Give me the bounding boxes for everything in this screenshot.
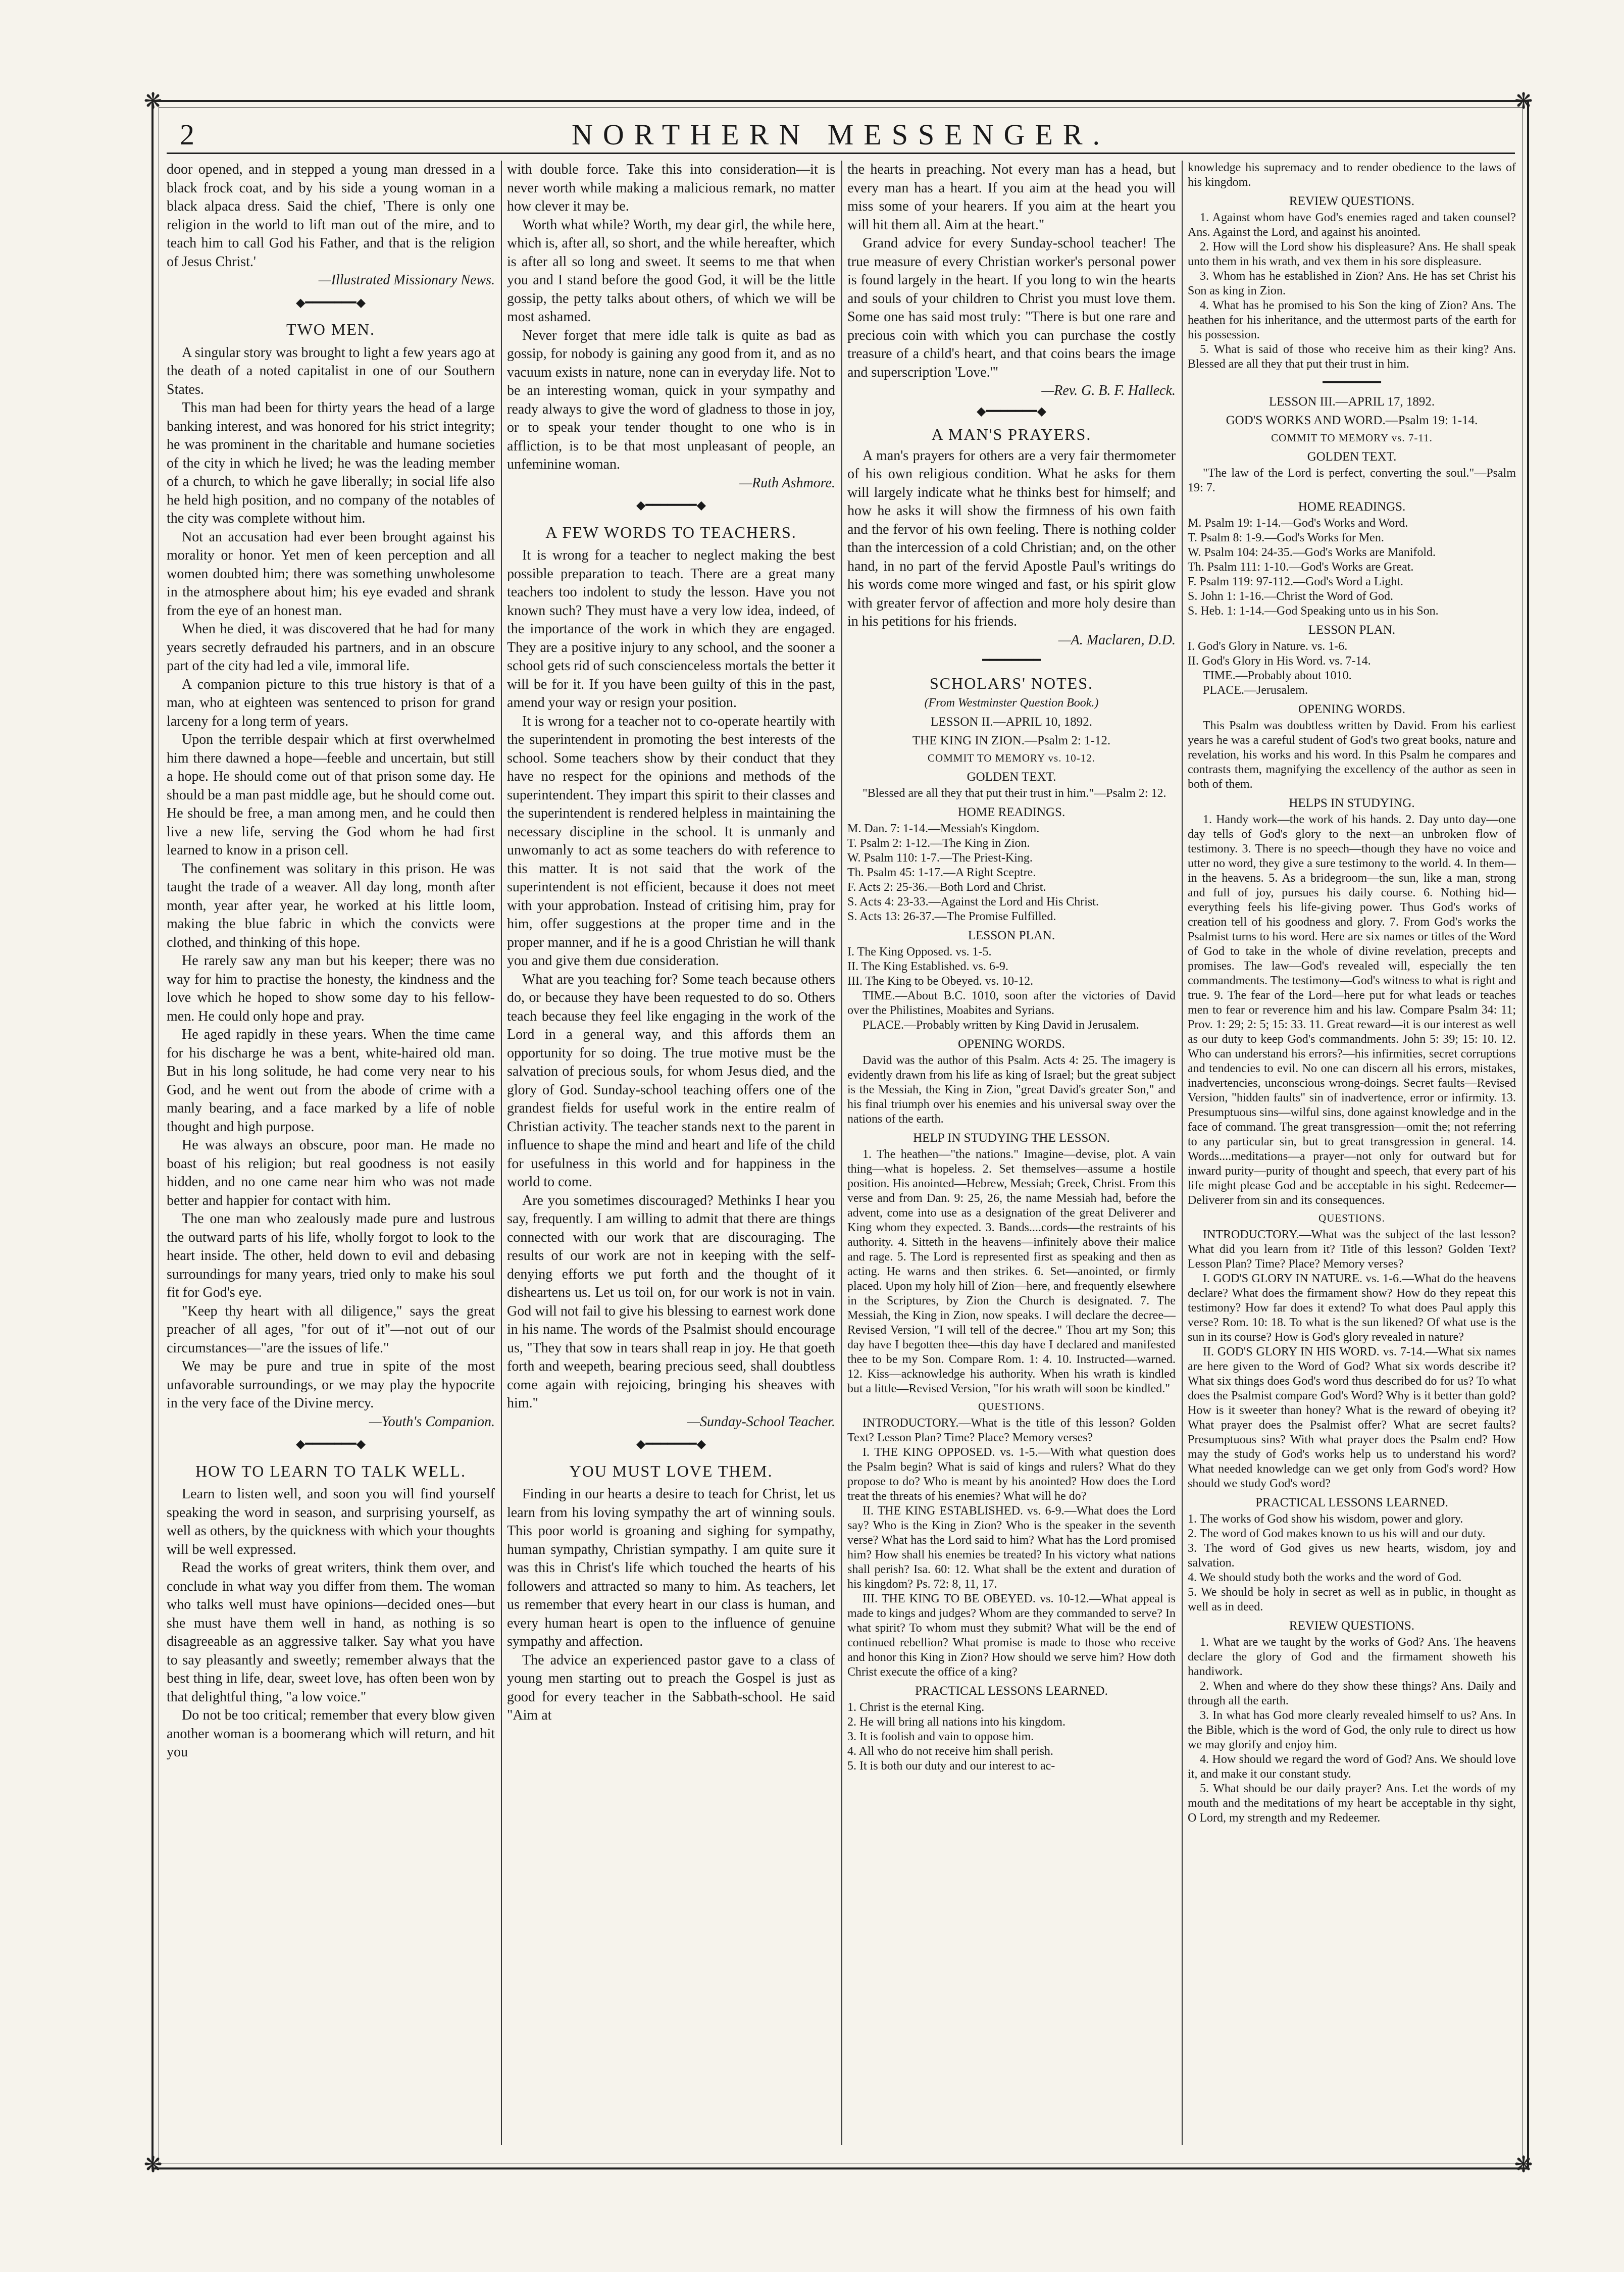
paragraph: Are you sometimes discouraged? Methinks I hear you say, frequently. I am willing to admit that there are things connected with our work that are discouraging. The results of our work are not in keeping with the self-denying efforts we put forth and the thought of it disheartens us. Let us toil on, for our work is not in vain. God will not fail to give his blessing to earnest work done in his name. The words of the Psalmist should encourage us, "They that sow in tears shall reap in joy. He that goeth forth and weepeth, bearing precious seed, shall doubtless come again with rejoicing, bringing his sheaves with him." (507, 1192, 835, 1411)
list-item: 5. It is both our duty and our interest to ac- (847, 1759, 1055, 1773)
section-title-scholars-notes: SCHOLARS' NOTES. (929, 674, 1094, 692)
list-item: 4. How should we regard the word of God? Ans. We should love it, and make it our constant study. (1188, 1753, 1516, 1781)
story-attribution: —Illustrated Missionary News. (318, 272, 495, 288)
list-item: I. God's Glory in Nature. vs. 1-6. (1188, 640, 1348, 653)
home-readings-list (1188, 516, 1516, 619)
list-item: F. Psalm 119: 97-112.—God's Word a Light. (1188, 575, 1403, 588)
list-item: 3. Whom has he established in Zion? Ans. He has set Christ his Son as king in Zion. (1188, 270, 1516, 297)
list-item: M. Dan. 7: 1-14.—Messiah's Kingdom. (847, 822, 1040, 835)
article-attribution: —A. Maclaren, D.D. (1058, 632, 1176, 648)
help-text: 1. The heathen—"the nations." Imagine—devise, plot. A vain thing—what is hopeless. 2. Set themselves—assume a hostile position. His anointed—Hebrew, Messiah; Greek, Christ. From this verse and from Dan. 9: 25, 26, the name Messiah had, before the advent, come into use as a designation of the great Deliverer and King whom they expected. 3. Bands....cords—the restraints of his authority. 4. Sitteth in the heavens—infinitely above their malice and rage. 5. The Lord is represented first as speaking and then as acting. He warns and then strikes. 6. Set—anointed, or firmly placed. Upon my holy hill of Zion—here, and frequently elsewhere in the Scriptures, by Zion the Church is designated. 7. The Messiah, the King in Zion, now speaks. I will declare the decree—Revised Version, "I will tell of the decree." Thou art my Son; this day have I begotten thee—this day have I declared and manifested thee to be my Son. Compare Rom. 1: 4. 10. Instructed—warned. 12. Kiss—acknowledge his authority. When his wrath is kindled but a little—Revised Version, "for his wrath will soon be kindled." (847, 1148, 1176, 1395)
question-block: I. THE KING OPPOSED. vs. 1-5.—With what question does the Psalm begin? What is said of kings and rulers? What do they propose to do? Who is meant by his anointed? How does the Lord treat the threats of his enemies? What will he do? (847, 1446, 1176, 1503)
list-item: 5. What should be our daily prayer? Ans. Let the words of my mouth and the meditations of my heart be acceptable in thy sight, O Lord, my strength and my Redeemer. (1188, 1782, 1516, 1825)
article-attribution: —Sunday-School Teacher. (687, 1413, 835, 1430)
column-1 (167, 161, 495, 2145)
list-item: 5. We should be holy in secret as well as in public, in thought as well as in deed. (1188, 1586, 1516, 1613)
lesson-heading: LESSON II.—APRIL 10, 1892. (931, 715, 1092, 729)
help-heading: HELPS IN STUDYING. (1289, 796, 1415, 810)
questions-heading: QUESTIONS. (1318, 1212, 1385, 1224)
paragraph: The one man who zealously made pure and lustrous the outward parts of his life, wholly forgot to look to the heart inside. The other, held down to evil and debasing surroundings for many years, tried only to make his soul fit for God's eye. (167, 1211, 495, 1300)
list-item: 2. The word of God makes known to us his will and our duty. (1188, 1527, 1486, 1540)
list-item: 4. We should study both the works and the word of God. (1188, 1571, 1462, 1584)
question-block: III. THE KING TO BE OBEYED. vs. 10-12.—What appeal is made to kings and judges? Whom are they commanded to serve? In what spirit? To whom must they submit? What will be the end of continued rebellion? What promise is made to those who receive and honor this King in Zion? How should we serve him? How doth Christ execute the office of a king? (847, 1592, 1176, 1679)
home-readings-list (847, 822, 1176, 924)
corner-ornament-top-left: ❋ (143, 88, 163, 114)
golden-text: "The law of the Lord is perfect, converting the soul."—Psalm 19: 7. (1188, 467, 1516, 494)
help-text: 1. Handy work—the work of his hands. 2. Day unto day—one day tells of God's glory to the next—an unbroken flow of testimony. 3. There is no speech—though they have no voice and utter no word, they give a sure testimony to the world. 4. In them—in the heavens. 5. As a bridegroom—the sun, like a man, strong and full of joy, pursues his daily course. 6. Nothing hid—everything feels his life-giving power. Thus God's works of creation tell of his goodness and glory. 7. From God's works the Psalmist turns to his word. Here are six names or titles of the Word of God to take in the whole of divine revelation, precepts and promises. The law—God's revealed will, especially the ten commandments. The testimony—God's witness to what is right and true. 9. The fear of the Lord—here put for what leads or teaches men to fear or reverence him and his law. Compare Psalm 34: 11; Prov. 1: 29; 2: 5; 15: 33. 11. Great reward—it is our interest as well as our duty to keep God's commandments. John 5: 39; 15: 10. 12. Who can understand his errors?—his infirmities, secret corruptions and tendencies to evil. No one can discern all his errors, mistakes, inadvertencies, unconscious wrong-doings. Secret faults—Revised Version, "hidden faults" sin of inadvertence, error or infirmity. 13. Presumptuous sins—wilful sins, done against knowledge and in the face of command. The great transgression—omit the; not referring to any particular sin, but to great transgression in general. 14. Words....meditations—a prayer—not only for outward but for inward purity—purity of thought and speech, that every part of his life might please God and be acceptable in his sight. Redeemer—Deliverer from sin and its consequences. (1188, 813, 1516, 1207)
column-2 (507, 161, 835, 2145)
notes-source: (From Westminster Question Book.) (924, 696, 1099, 710)
opening-words-heading: OPENING WORDS. (1298, 702, 1406, 716)
paragraph: A man's prayers for others are a very fair thermometer of his own religious condition. What he asks for them will largely indicate what he thinks best for himself; and how he asks it will show the firmness of his own faith and the fervor of his own feeling. There is nothing colder than the intercession of a cold Christian; and, on the other hand, in no part of the fervid Apostle Paul's writings do his words come more winged and fast, or his spirit glow with greater fervor of affection and more holy desire than in his petitions for his friends. (847, 447, 1176, 629)
list-item: Th. Psalm 111: 1-10.—God's Works are Great. (1188, 561, 1414, 574)
home-readings-heading: HOME READINGS. (1298, 500, 1406, 514)
corner-ornament-bottom-left: ❋ (143, 2152, 163, 2178)
review-questions-heading: REVIEW QUESTIONS. (1289, 1619, 1415, 1633)
opening-words: This Psalm was doubtless written by David. From his earliest years he was a careful student of God's two great books, nature and revelation, his works and his word. In this Psalm he compares and contrasts them, magnifying the excellency of the author as seen in both of them. (1188, 719, 1516, 791)
corner-ornament-bottom-right: ❋ (1514, 2152, 1533, 2178)
newspaper-title: NORTHERN MESSENGER. (571, 118, 1110, 151)
list-item: S. Acts 4: 23-33.—Against the Lord and His Christ. (847, 895, 1099, 908)
questions-heading: QUESTIONS. (978, 1400, 1045, 1412)
paragraph: Do not be too critical; remember that every blow given another woman is a boomerang which will return, and hit you (167, 1707, 495, 1760)
commit-to-memory: COMMIT TO MEMORY vs. 10-12. (928, 752, 1095, 764)
practical-lessons-list (1188, 1512, 1516, 1614)
list-item: F. Acts 2: 25-36.—Both Lord and Christ. (847, 881, 1046, 894)
list-item: T. Psalm 2: 1-12.—The King in Zion. (847, 837, 1030, 850)
home-readings-heading: HOME READINGS. (957, 805, 1065, 819)
column-3 (847, 161, 1176, 2145)
list-item: III. The King to be Obeyed. vs. 10-12. (847, 975, 1034, 988)
article-title-prayers: A MAN'S PRAYERS. (931, 425, 1092, 443)
list-item: 4. What has he promised to his Son the king of Zion? Ans. The heathen for his inheritance, and the uttermost parts of the earth for his possession. (1188, 299, 1516, 341)
lesson-time: TIME.—Probably about 1010. (1203, 669, 1352, 682)
paragraph: Not an accusation had ever been brought against his morality or honor. Yet men of keen perception and all women doubted him; there was something unwholesome in the atmosphere about him; his eye evaded and shrank from the eye of an honest man. (167, 529, 495, 619)
paragraph: This man had been for thirty years the head of a large banking interest, and was honored for his strict integrity; he was prominent in the charitable and humane societies of the city in which he lived; he was the leading member of a church, to which he gave liberally; in social life also he held high position, and no company of the notables of the city was complete without him. (167, 400, 495, 526)
divider: ◆━━━━━━━◆ (295, 1438, 366, 1451)
paragraph: We may be pure and true in spite of the most unfavorable surroundings, or we may play the hypocrite in the very face of the Divine mercy. (167, 1358, 495, 1411)
article-attribution: —Ruth Ashmore. (739, 475, 835, 491)
list-item: 5. What is said of those who receive him as their king? Ans. Blessed are all they that put their trust in him. (1188, 343, 1516, 371)
paragraph: Upon the terrible despair which at first overwhelmed him there dawned a hope—feeble and uncertain, but still a hope. He should come out of that prison some day. He should be a man past middle age, but he should come out. He should be free, a man among men, and he could then live a new life, serving the God whom he had first learned to know in a prison cell. (167, 732, 495, 858)
review-questions (1188, 1635, 1516, 1826)
masthead (167, 117, 1515, 154)
list-item: W. Psalm 104: 24-35.—God's Works are Manifold. (1188, 546, 1436, 559)
lesson-title: THE KING IN ZION.—Psalm 2: 1-12. (912, 734, 1111, 747)
lesson-heading: LESSON III.—APRIL 17, 1892. (1268, 395, 1435, 409)
paragraph: Never forget that mere idle talk is quite as bad as gossip, for nobody is gaining any good from it, and as no vacuum exists in nature, none can in everyday life. Not to be an interesting woman, quick in your sympathy and ready always to give the word of gladness to those in joy, or to speak your tender thought to one who is in affliction, is to be that most unpleasant of people, an unfeminine woman. (507, 327, 835, 472)
article-title-two-men: TWO MEN. (286, 320, 375, 338)
divider: ━━━━━━━━ (982, 654, 1041, 667)
divider: ◆━━━━━━━◆ (636, 499, 706, 512)
paragraph: Finding in our hearts a desire to teach for Christ, let us learn from his loving sympathy the art of winning souls. This poor world is groaning and sighing for sympathy, human sympathy, Christian sympathy. I am quite sure it was this in Christ's life which touched the hearts of his followers and attracted so many to him. As teachers, let us remember that every heart in our class is human, and every human heart is open to the influence of genuine sympathy and affection. (507, 1486, 835, 1649)
review-questions (1188, 211, 1516, 372)
list-item: 4. All who do not receive him shall perish. (847, 1745, 1053, 1758)
question-block: I. GOD'S GLORY IN NATURE. vs. 1-6.—What do the heavens declare? What does the firmament show? How do they repeat this testimony? How far does it extend? To what does Paul apply this verse? Rom. 10: 18. To what is the sun likened? Of what use is the sun in its course? How is God's glory revealed in nature? (1188, 1272, 1516, 1344)
list-item: S. John 1: 1-16.—Christ the Word of God. (1188, 590, 1393, 603)
list-item: S. Acts 13: 26-37.—The Promise Fulfilled. (847, 910, 1056, 923)
lesson-place: PLACE.—Probably written by King David in Jerusalem. (862, 1019, 1139, 1032)
list-item: 1. The works of God show his wisdom, power and glory. (1188, 1512, 1463, 1526)
list-item: T. Psalm 8: 1-9.—God's Works for Men. (1188, 531, 1384, 544)
list-item: 3. In what has God more clearly revealed himself to us? Ans. In the Bible, which is the word of God, the only rule to direct us how we may glorify and enjoy him. (1188, 1709, 1516, 1751)
list-item: II. The King Established. vs. 6-9. (847, 960, 1008, 973)
list-item: I. The King Opposed. vs. 1-5. (847, 945, 992, 958)
practical-lessons-heading: PRACTICAL LESSONS LEARNED. (915, 1684, 1108, 1698)
review-questions-heading: REVIEW QUESTIONS. (1289, 194, 1415, 208)
divider: ◆━━━━━━━◆ (636, 1438, 706, 1451)
question-block: INTRODUCTORY.—What was the subject of the last lesson? What did you learn from it? Title of this lesson? Golden Text? Lesson Plan? Time? Place? Memory verses? (1188, 1228, 1516, 1271)
story-ending: door opened, and in stepped a young man dressed in a black frock coat, and by his side a young woman in a black alpaca dress. Said the chief, 'There is only one religion in the world to lift man out of the mire, and to teach him to call God his Father, and that is the religion of Jesus Christ.' (167, 162, 495, 270)
article-attribution: —Rev. G. B. F. Halleck. (1041, 383, 1176, 398)
golden-text-heading: GOLDEN TEXT. (967, 770, 1056, 784)
column-rule (841, 161, 842, 2145)
paragraph: with double force. Take this into consideration—it is never worth while making a malicious remark, no matter how clever it may be. (507, 162, 835, 214)
list-item: W. Psalm 110: 1-7.—The Priest-King. (847, 851, 1033, 865)
lesson-title: GOD'S WORKS AND WORD.—Psalm 19: 1-14. (1226, 414, 1478, 427)
golden-text: "Blessed are all they that put their trust in him."—Psalm 2: 12. (862, 787, 1166, 800)
paragraph: The confinement was solitary in this prison. He was taught the trade of a weaver. All day long, month after month, year after year, he worked at his little loom, making the blue fabric in which the convicts were clothed, and thinking of this hope. (167, 861, 495, 950)
list-item: 1. What are we taught by the works of God? Ans. The heavens declare the glory of God and the firmament showeth his handiwork. (1188, 1636, 1516, 1678)
opening-words: David was the author of this Psalm. Acts 4: 25. The imagery is evidently drawn from his life as king of Israel; but the great subject is the Messiah, the King in Zion, "great David's greater Son," and his final triumph over his enemies and his universal sway over the nations of the earth. (847, 1054, 1176, 1126)
paragraph: A companion picture to this true history is that of a man, who at eighteen was sentenced to prison for grand larceny for a long term of years. (167, 676, 495, 729)
question-block: II. GOD'S GLORY IN HIS WORD. vs. 7-14.—What six names are here given to the Word of God? What six words describe it? What six things does God's word thus described do for us? To what does the Psalmist compare God's Word? Why is it better than gold? How is it sweeter than honey? What is the reward of obeying it? What prayer does the Psalmist offer? What are secret faults? Presumptuous sins? With what prayer does the Psalm end? How may the study of God's works help us to understand his word? What needed knowledge can we get only from God's word? How should we study God's word? (1188, 1345, 1516, 1490)
list-item: 2. He will bring all nations into his kingdom. (847, 1715, 1065, 1729)
paragraph: He aged rapidly in these years. When the time came for his discharge he was a bent, white-haired old man. But in his long solitude, he had come very near to his God, and he went out from the abode of crime with a manly bearing, and a face marked by a life of noble thought and high purpose. (167, 1027, 495, 1135)
paragraph: knowledge his supremacy and to render obedience to the laws of his kingdom. (1188, 161, 1516, 189)
article-attribution: —Youth's Companion. (369, 1413, 495, 1430)
lesson-time: TIME.—About B.C. 1010, soon after the victories of David over the Philistines, Moabites and Syrians. (847, 989, 1176, 1017)
article-title-few-words: A FEW WORDS TO TEACHERS. (545, 523, 797, 541)
corner-ornament-top-right: ❋ (1514, 88, 1533, 114)
lesson-plan-heading: LESSON PLAN. (1308, 623, 1396, 637)
practical-lessons-heading: PRACTICAL LESSONS LEARNED. (1255, 1496, 1448, 1509)
divider: ◆━━━━━━━◆ (976, 405, 1047, 418)
page-number: 2 (180, 118, 194, 151)
divider: ◆━━━━━━━◆ (295, 296, 366, 310)
paragraph: Grand advice for every Sunday-school teacher! The true measure of every Christian worker's personal power is found largely in the heart. If you long to win the hearts and souls of your children to Christ you must love them. Some one has said most truly: "There is but one rare and precious coin with which you can purchase the costly treasure of a child's heart, and that coins bears the image and superscription 'Love.'" (847, 235, 1176, 380)
lesson-place: PLACE.—Jerusalem. (1203, 684, 1308, 697)
commit-to-memory: COMMIT TO MEMORY vs. 7-11. (1271, 432, 1433, 444)
list-item: Th. Psalm 45: 1-17.—A Right Sceptre. (847, 866, 1036, 879)
paragraph: What are you teaching for? Some teach because others do, or because they have been requested to do so. Others teach because they feel like engaging in the work of the Lord in a general way, and this affords them an opportunity for so doing. The true motive must be the salvation of precious souls, for whom Jesus died, and the glory of God. Sunday-school teaching offers one of the grandest fields for useful work in the entire realm of Christian activity. The teacher stands next to the parent in influence to shape the mind and heart and life of the child for usefulness in this world and for happiness in the world to come. (507, 971, 835, 1190)
question-block: II. THE KING ESTABLISHED. vs. 6-9.—What does the Lord say? Who is the King in Zion? Who is the speaker in the seventh verse? What has the Lord said to him? What has the Lord promised him? How shall his enemies be treated? In his victory what nations shall perish? Isa. 60: 12. What shall be the extent and duration of his kingdom? Ps. 72: 8, 11, 17. (847, 1504, 1176, 1591)
paragraph: He rarely saw any man but his keeper; there was no way for him to practise the honesty, the kindness and the love which he hoped to show some day to his fellow-men. He could only hope and pray. (167, 953, 495, 1024)
paragraph: It is wrong for a teacher to neglect making the best possible preparation to teach. There are a great many teachers too indolent to study the lesson. Have you not known such? They must have a very low idea, indeed, of the importance of the work in which they are engaged. They are a positive injury to any school, and the sooner a school gets rid of such conscienceless mortals the better it will be for it. If you have been guilty of this in the past, amend your way or resign your position. (507, 547, 835, 711)
list-item: 1. Christ is the eternal King. (847, 1701, 985, 1714)
paragraph: It is wrong for a teacher not to co-operate heartily with the superintendent in promoting the best interests of the school. Some teachers show by their conduct that they have no respect for the opinions and methods of the superintendent. They impart this spirit to their classes and the superintendent is rendered helpless in maintaining the necessary discipline in the school. It is unmanly and unwomanly to act as some teachers do with reference to this matter. It is not said that the work of the superintendent is not efficient, because it does not meet with your approbation. Instead of critising him, pray for him, offer suggestions at the proper time and in the proper manner, and if he is a good Christian he will thank you and give them due consideration. (507, 713, 835, 969)
paragraph: "Keep thy heart with all diligence," says the great preacher of all ages, "for out of it"—not out of our circumstances—"are the issues of life." (167, 1303, 495, 1356)
column-4 (1188, 161, 1516, 2145)
question-block: INTRODUCTORY.—What is the title of this lesson? Golden Text? Lesson Plan? Time? Place? Memory verses? (847, 1417, 1176, 1444)
list-item: M. Psalm 19: 1-14.—God's Works and Word. (1188, 517, 1408, 530)
list-item: 3. It is foolish and vain to oppose him. (847, 1730, 1034, 1743)
opening-words-heading: OPENING WORDS. (957, 1037, 1065, 1051)
list-item: 3. The word of God gives us new hearts, wisdom, joy and salvation. (1188, 1542, 1516, 1570)
paragraph: Read the works of great writers, think them over, and conclude in what way you differ from them. The woman who talks well must have opinions—decided ones—but she must have them well in hand, as nothing is so disagreeable as an aggressive talker. Say what you have to say pleasantly and sweetly; remember always that the best thing in life, dear, sweet love, has often been won by that delightful thing, "a low voice." (167, 1560, 495, 1705)
paragraph: the hearts in preaching. Not every man has a head, but every man has a heart. If you aim at the head you will miss some of your hearers. If you aim at the heart you will hit them all. Aim at the heart." (847, 162, 1176, 233)
help-heading: HELP IN STUDYING THE LESSON. (913, 1131, 1110, 1145)
list-item: S. Heb. 1: 1-14.—God Speaking unto us in his Son. (1188, 604, 1439, 618)
paragraph: The advice an experienced pastor gave to a class of young men starting out to preach the Gospel is just as good for every teacher in the Sabbath-school. He said "Aim at (507, 1652, 835, 1723)
list-item: 2. How will the Lord show his displeasure? Ans. He shall speak unto them in his wrath, and vex them in his sore displeasure. (1188, 240, 1516, 268)
divider: ━━━━━━━━ (1323, 376, 1381, 389)
article-title-love-them: YOU MUST LOVE THEM. (569, 1461, 773, 1480)
paragraph: Learn to listen well, and soon you will find yourself speaking the word in season, and surprising yourself, as well as others, by the quickness with which your thoughts will be well expressed. (167, 1486, 495, 1557)
lesson-plan-heading: LESSON PLAN. (968, 929, 1055, 942)
article-title-talk-well: HOW TO LEARN TO TALK WELL. (195, 1461, 466, 1480)
column-rule (1182, 161, 1183, 2145)
paragraph: A singular story was brought to light a few years ago at the death of a noted capitalist in one of our Southern States. (167, 344, 495, 397)
lesson-plan-list (847, 945, 1176, 989)
paragraph: When he died, it was discovered that he had for many years secretly defrauded his partners, and in an obscure part of the city had led a vile, immoral life. (167, 621, 495, 674)
column-rule (501, 161, 502, 2145)
paragraph: Worth what while? Worth, my dear girl, the while here, which is, after all, so short, and the while hereafter, which is after all so long and sweet. It seems to me that when you and I stand before the good God, it will be the little gossip, the petty talks about others, of which we will be most ashamed. (507, 217, 835, 325)
golden-text-heading: GOLDEN TEXT. (1307, 450, 1397, 464)
list-item: 2. When and where do they show these things? Ans. Daily and through all the earth. (1188, 1680, 1516, 1707)
list-item: 1. Against whom have God's enemies raged and taken counsel? Ans. Against the Lord, and against his anointed. (1188, 211, 1516, 239)
paragraph: He was always an obscure, poor man. He made no boast of his religion; but real goodness is not easily hidden, and no one came near him who was not made better and happier for contact with him. (167, 1137, 495, 1208)
list-item: II. God's Glory in His Word. vs. 7-14. (1188, 654, 1371, 668)
lesson-plan-list (1188, 639, 1516, 669)
practical-lessons-list (847, 1700, 1176, 1774)
